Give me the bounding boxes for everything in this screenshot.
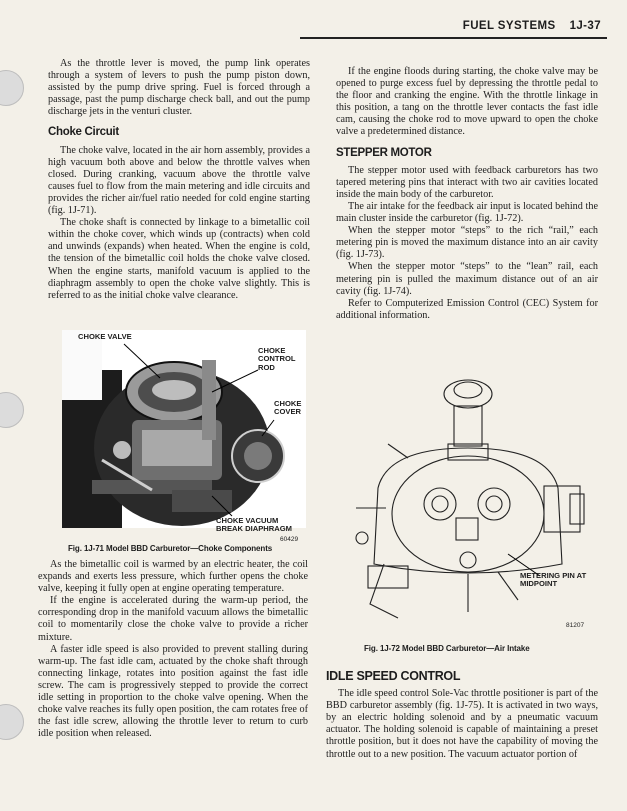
paragraph: The idle speed control Sole-Vac throttle positioner is part of the BBD carburetor assembly (fig. 1J-75). It is activated in two ways, by an electric holding solenoid and by a pneumatic vacuum actuator. The holding solenoid is capable of maintaining a preset throttle position, but it does not have the capability of moving the throttle out to a new position. The vacuum actuator portion of (326, 688, 598, 760)
label-choke-cover: CHOKE COVER (274, 399, 302, 417)
paragraph: When the stepper motor “steps” to the rich “rail,” each metering pin is moved the maximum distance into an air cavity (fig. 1J-73). (336, 225, 598, 261)
paragraph: The stepper motor used with feedback carburetors has two tapered metering pins that interact with two air cavities located inside the main body of the carburetor. (336, 164, 598, 200)
left-column-bottom (38, 559, 308, 740)
paragraph: As the bimetallic coil is warmed by an electric heater, the coil expands and exerts less pressure, which further opens the choke valve, keeping it fully open at engine operating temperature. (38, 559, 308, 595)
paragraph: If the engine floods during starting, the choke valve may be opened to purge excess fuel by depressing the throttle pedal to the floor and cranking the engine. With the throttle linkage in this position, a tang on the throttle lever contacts the fast idle cam, causing the choke rod to move upward to open the choke valve a predetermined distance. (336, 66, 598, 138)
section-heading-choke-circuit: Choke Circuit (48, 126, 119, 139)
paragraph: The air intake for the feedback air input is located behind the main cluster inside the carburetor (fig. 1J-72). (336, 200, 598, 225)
label-choke-control-rod: CHOKE CONTROL ROD (258, 346, 296, 372)
paragraph: The choke valve, located in the air horn assembly, provides a high vacuum both above and below the throttle valves when closed. During cranking, vacuum above the throttle valve causes fuel to flow from the main metering and idle circuits and provides the richer air/fuel ratio needed for cold engine starting (fig. 1J-71). (48, 144, 310, 217)
right-column-top (336, 66, 598, 322)
paragraph: As the throttle lever is moved, the pump link operates through a system of levers to push the pump piston down, assisted by the pump drive spring. Fuel is forced through a passage, past the pump discharge check ball, and out the pump discharge jets in the venturi cluster. (48, 58, 310, 118)
paragraph: A faster idle speed is also provided to prevent stalling during warm-up. The fast idle cam, actuated by the choke shaft through connecting linkage, rotates into position against the fast idle screw. The cam is progressively stepped to provide the correct idle setting in proportion to the choke valve opening. When the choke valve reaches its fully open position, the cam rotates free of the fast idle screw, allowing the throttle lever to return to curb idle position when released. (38, 643, 308, 740)
header-title: FUEL SYSTEMS (462, 20, 556, 32)
binder-hole (0, 70, 24, 106)
paragraph: If the engine is accelerated during the warm-up period, the corresponding drop in the manifold vacuum allows the bimetallic coil to momentarily close the choke valve to provide a richer mixture. (38, 595, 308, 643)
section-heading-stepper-motor: STEPPER MOTOR (336, 146, 432, 159)
label-choke-valve: CHOKE VALVE (78, 332, 132, 341)
label-metering-pin-at-midpoint: METERING PIN AT MIDPOINT (520, 571, 587, 589)
figure-ref-number: 60429 (280, 536, 299, 543)
figure-ref-number: 81207 (566, 622, 585, 629)
label-vacuum-break-diaphragm: CHOKE VACUUM BREAK DIAPHRAGM (216, 516, 292, 534)
header-rule (300, 37, 607, 39)
paragraph: When the stepper motor “steps” to the “lean” rail, each metering pin is pulled the maximum distance out of an air cavity (fig. 1J-74). (336, 261, 598, 297)
binder-hole (0, 392, 24, 428)
paragraph: Refer to Computerized Emission Control (CEC) System for additional information. (336, 297, 598, 321)
right-column-bottom (326, 662, 598, 761)
figure-caption: Fig. 1J-72 Model BBD Carburetor—Air Intake (364, 644, 530, 653)
binder-hole (0, 704, 24, 740)
section-heading-idle-speed-control: IDLE SPEED CONTROL (326, 669, 461, 683)
left-column-top (48, 58, 310, 302)
page-header (463, 20, 601, 32)
figure-1j-72-air-intake-drawing (348, 368, 594, 630)
page-number: 1J-37 (569, 20, 601, 32)
paragraph: The choke shaft is connected by linkage to a bimetallic coil within the choke cover, which winds up (contracts) when cold and unwinds (expands) when heated. When the engine is cold, the tension of the bimetallic coil holds the choke valve closed. When the engine starts, manifold vacuum is applied to the diaphragm assembly to open the choke valve slightly. This is referred to as the initial choke valve clearance. (48, 217, 310, 301)
figure-caption: Fig. 1J-71 Model BBD Carburetor—Choke Components (68, 544, 273, 553)
